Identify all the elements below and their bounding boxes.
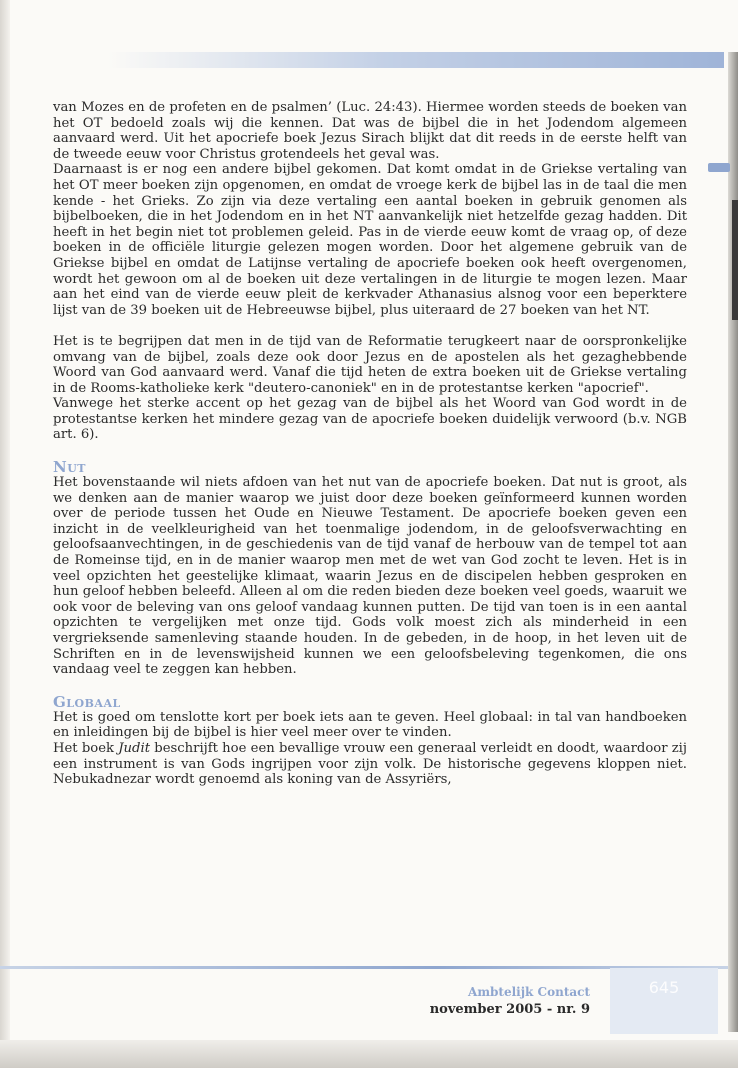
page-left-edge <box>0 0 10 1068</box>
page-number: 645 <box>648 978 680 997</box>
chapter-tab-marker <box>708 163 730 172</box>
body-paragraph: Vanwege het sterke accent op het gezag van de bijbel als het Woord van God wordt in de protestantse kerken het mindere gezag van de apocriefe boeken duidelijk verwoord (b.v. NGB art. 6). <box>53 396 687 443</box>
body-paragraph: Het bovenstaande wil niets afdoen van het nut van de apocriefe boeken. Dat nut is groot, als we denken aan de manier waarop we juist door deze boeken geïnformeerd kunnen worden over de periode tussen het Oude en Nieuwe Testament. De apocriefe boeken geven een inzicht in de veelkleurigheid van het toenmalige jodendom, in de geloofsverwachting en geloofsaanvechtingen, in de geschiedenis van de tijd vanaf de herbouw van de tempel tot aan de Romeinse tijd, en in de manier waarop men met de wet van God zocht te leven. Het is in veel opzichten het geestelijke klimaat, waarin Jezus en de discipelen hebben gesproken en hun geloof hebben beleefd. Alleen al om die reden bieden deze boeken veel goeds, waaruit we ook voor de beleving van ons geloof vandaag kunnen putten. De tijd van toen is in een aantal opzichten te vergelijken met onze tijd. Gods volk moest zich als minderheid in een vergrieksende samenleving staande houden. In de gebeden, in de hoop, in het leven uit de Schriften en in de levenswijsheid kunnen we een geloofsbeleving tegenkomen, die ons vandaag veel te zeggen kan hebben. <box>53 475 687 678</box>
binding-shadow <box>732 200 738 320</box>
section-heading-nut: Nut <box>53 458 86 477</box>
text-run: Het boek <box>53 740 119 756</box>
journal-name: Ambtelijk Contact <box>468 985 590 999</box>
page-bottom-edge <box>0 1040 738 1068</box>
body-paragraph: Het is goed om tenslotte kort per boek iets aan te geven. Heel globaal: in tal van handboeken en inleidingen bij de bijbel is hier veel meer over te vinden. <box>53 709 687 741</box>
body-paragraph-judit <box>53 741 687 788</box>
text-run: beschrijft hoe een bevallige vrouw een generaal verleidt en doodt, waardoor zij een instrument is van Gods ingrijpen voor zijn volk. De historische gegevens kloppen niet. Nebukadnezar wordt genoemd als koning van de Assyriërs, <box>53 740 687 788</box>
body-paragraph: Het is te begrijpen dat men in de tijd van de Reformatie terugkeert naar de oorspronkelijke omvang van de bijbel, zoals deze ook door Jezus en de apostelen als het gezaghebbende Woord van God aanvaard werd. Vanaf die tijd heten de extra boeken uit de Griekse vertaling in de Rooms-katholieke kerk "deutero-canoniek" en in de protestantse kerken "apocrief". <box>53 333 687 396</box>
body-paragraph: van Mozes en de profeten en de psalmen’ (Luc. 24:43). Hiermee worden steeds de boeken van het OT bedoeld zoals wij die kennen. Dat was de bijbel die in het Jodendom algemeen aanvaard werd. Uit het apocriefe boek Jezus Sirach blijkt dat dit reeds in de eerste helft van de tweede eeuw voor Christus grotendeels het geval was. <box>53 100 687 162</box>
article-body <box>53 100 687 788</box>
page-right-edge <box>728 52 738 1032</box>
header-color-band <box>108 52 724 68</box>
body-paragraph: Daarnaast is er nog een andere bijbel gekomen. Dat komt omdat in de Griekse vertaling van het OT meer boeken zijn opgenomen, en omdat de vroege kerk de bijbel las in de taal die men kende - het Grieks. Zo zijn via deze vertaling een aantal boeken in gebruik genomen als bijbelboeken, die in het Jodendom en in het NT aanvankelijk niet hetzelfde gezag hadden. Dit heeft in het begin niet tot problemen geleid. Pas in de vierde eeuw komt de vraag op, of deze boeken in de officiële liturgie gelezen mogen worden. Door het algemene gebruik van de Griekse bijbel en omdat de Latijnse vertaling de apocriefe boeken ook heeft overgenomen, wordt het gewoon om al de boeken uit deze vertalingen in de liturgie te mogen lezen. Maar aan het eind van de vierde eeuw pleit de kerkvader Athanasius alsnog voor een beperktere lijst van de 39 boeken uit de Hebreeuwse bijbel, plus uiteraard de 27 boeken van het NT. <box>53 162 687 318</box>
book-title: Judit <box>118 740 151 756</box>
page-number-box <box>610 968 718 1034</box>
issue-label: november 2005 - nr. 9 <box>429 1002 590 1017</box>
section-heading-globaal: Globaal <box>53 692 121 711</box>
